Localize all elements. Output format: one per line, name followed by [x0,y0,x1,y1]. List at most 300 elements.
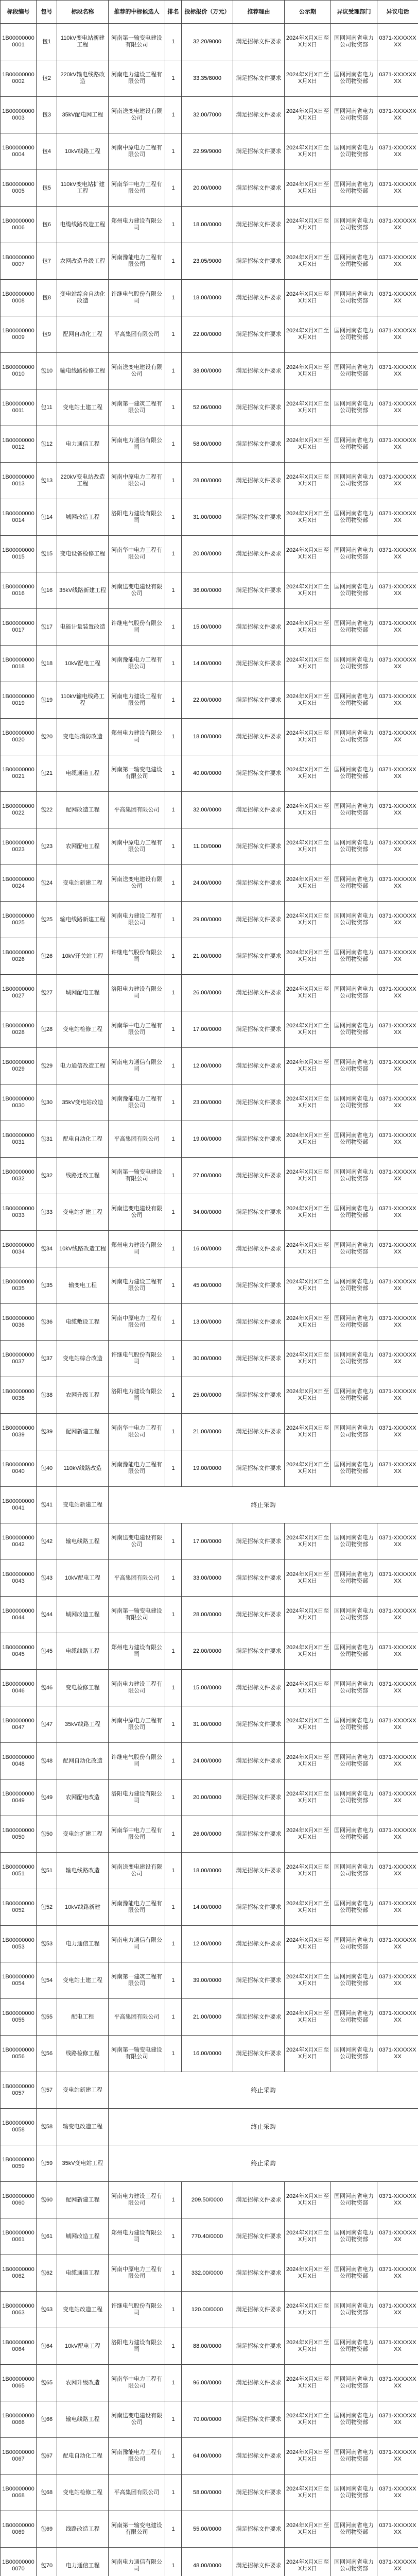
cell-package: 包65 [37,2365,57,2401]
cell-section-code: 1B000000000045 [1,1633,37,1670]
cell-section-code: 1B000000000015 [1,536,37,572]
cell-rank: 1 [165,1999,182,2036]
header-cell: 异议受理部门 [331,1,377,24]
cell-period: 2024年X月X日至X月X日 [285,1743,331,1780]
cell-price: 28.00/0000 [182,463,233,499]
cell-price: 38.00/0000 [182,353,233,389]
cell-price: 21.00/0000 [182,938,233,975]
cell-package: 包36 [37,1304,57,1341]
cell-reason: 满足招标文件要求 [233,755,285,792]
cell-period: 2024年X月X日至X月X日 [285,1048,331,1084]
cell-section-name: 变电站新建工程 [57,865,109,902]
table-body [1,24,418,2576]
cell-period: 2024年X月X日至X月X日 [285,316,331,353]
table-row [1,1121,418,1158]
cell-rank: 1 [165,2292,182,2328]
cell-reason: 满足招标文件要求 [233,243,285,280]
cell-section-name: 电能计量装置改造 [57,609,109,646]
cell-rank: 1 [165,938,182,975]
cell-section-name: 农网升级改造 [57,2365,109,2401]
cell-rank: 1 [165,1560,182,1597]
cell-phone: 0371-XXXXXXXX [377,755,418,792]
cell-period: 2024年X月X日至X月X日 [285,1523,331,1560]
cell-period: 2024年X月X日至X月X日 [285,1450,331,1487]
cell-dept: 国网河南省电力公司物资部 [331,792,377,828]
cell-period: 2024年X月X日至X月X日 [285,2292,331,2328]
cell-candidate: 河南电力通信有限公司 [109,1048,165,1084]
cell-phone: 0371-XXXXXXXX [377,243,418,280]
cell-section-code: 1B000000000041 [1,1487,37,1523]
cell-period: 2024年X月X日至X月X日 [285,1304,331,1341]
cell-period: 2024年X月X日至X月X日 [285,938,331,975]
cell-phone: 0371-XXXXXXXX [377,280,418,316]
cell-candidate: 河南中原电力工程有限公司 [109,1706,165,1743]
cell-reason: 满足招标文件要求 [233,2182,285,2218]
cell-section-name: 10kV配电工程 [57,1560,109,1597]
table-row [1,316,418,353]
cell-section-name: 110kV变电站新建工程 [57,24,109,60]
cell-package: 包25 [37,902,57,938]
table-row [1,2109,418,2145]
cell-reason: 满足招标文件要求 [233,1633,285,1670]
cell-package: 包34 [37,1231,57,1267]
cell-rank: 1 [165,1633,182,1670]
cell-period: 2024年X月X日至X月X日 [285,2036,331,2072]
cell-period: 2024年X月X日至X月X日 [285,2401,331,2438]
cell-candidate: 郑州电力建设有限公司 [109,1231,165,1267]
table-row [1,389,418,426]
cell-section-name: 220kV变电站改造工程 [57,463,109,499]
cell-period: 2024年X月X日至X月X日 [285,1267,331,1304]
table-row [1,755,418,792]
cell-candidate: 河南豫能电力工程有限公司 [109,1889,165,1926]
cell-dept: 国网河南省电力公司物资部 [331,2255,377,2292]
cell-rank: 1 [165,1158,182,1194]
cell-phone: 0371-XXXXXXXX [377,97,418,133]
cell-section-name: 变电站扩建工程 [57,1194,109,1231]
cell-section-code: 1B000000000022 [1,792,37,828]
cell-package: 包7 [37,243,57,280]
cell-section-name: 农网升级工程 [57,1377,109,1414]
cell-dept: 国网河南省电力公司物资部 [331,2438,377,2475]
cell-section-code: 1B000000000025 [1,902,37,938]
cell-section-code: 1B000000000038 [1,1377,37,1414]
cell-phone: 0371-XXXXXXXX [377,2365,418,2401]
cell-phone: 0371-XXXXXXXX [377,207,418,243]
cell-rank: 1 [165,2511,182,2548]
table-row [1,682,418,719]
cell-reason: 满足招标文件要求 [233,1304,285,1341]
table-row [1,499,418,536]
cell-candidate: 许继电气股份有限公司 [109,1341,165,1377]
cell-price: 11.00/0000 [182,828,233,865]
cell-period: 2024年X月X日至X月X日 [285,1560,331,1597]
cell-section-code: 1B000000000024 [1,865,37,902]
cell-package: 包39 [37,1414,57,1450]
cell-price: 17.00/0000 [182,1011,233,1048]
cell-dept: 国网河南省电力公司物资部 [331,1597,377,1633]
cell-rank: 1 [165,1670,182,1706]
cell-candidate: 河南电力建设工程有限公司 [109,2182,165,2218]
cell-reason: 满足招标文件要求 [233,2255,285,2292]
cell-reason: 满足招标文件要求 [233,97,285,133]
cell-dept: 国网河南省电力公司物资部 [331,1962,377,1999]
cell-dept: 国网河南省电力公司物资部 [331,1011,377,1048]
cell-package: 包52 [37,1889,57,1926]
table-row [1,1084,418,1121]
cell-package: 包67 [37,2438,57,2475]
table-row [1,97,418,133]
cell-package: 包20 [37,719,57,755]
cell-dept: 国网河南省电力公司物资部 [331,2511,377,2548]
cell-section-name: 10kV配电工程 [57,646,109,682]
cell-reason: 满足招标文件要求 [233,1962,285,1999]
cell-section-code: 1B000000000050 [1,1816,37,1853]
cell-phone: 0371-XXXXXXXX [377,2475,418,2511]
cell-section-name: 35kV配电网工程 [57,97,109,133]
cell-dept: 国网河南省电力公司物资部 [331,1999,377,2036]
cell-price: 21.00/0000 [182,1999,233,2036]
cell-rank: 1 [165,1267,182,1304]
table-row [1,1194,418,1231]
cell-section-name: 配电工程 [57,1999,109,2036]
cell-section-name: 变电站综合改造 [57,1341,109,1377]
cell-price: 58.00/0000 [182,426,233,463]
cell-reason: 满足招标文件要求 [233,609,285,646]
cell-period: 2024年X月X日至X月X日 [285,865,331,902]
cell-rank: 1 [165,97,182,133]
cell-period: 2024年X月X日至X月X日 [285,1121,331,1158]
cell-section-code: 1B000000000044 [1,1597,37,1633]
cell-candidate: 郑州电力建设有限公司 [109,2218,165,2255]
cell-phone: 0371-XXXXXXXX [377,463,418,499]
cell-phone: 0371-XXXXXXXX [377,1926,418,1962]
cell-dept: 国网河南省电力公司物资部 [331,975,377,1011]
cell-price: 27.00/0000 [182,1158,233,1194]
header-cell: 排名 [165,1,182,24]
cell-period: 2024年X月X日至X月X日 [285,2438,331,2475]
cell-rank: 1 [165,2328,182,2365]
cell-dept: 国网河南省电力公司物资部 [331,243,377,280]
cell-section-code: 1B000000000039 [1,1414,37,1450]
cell-dept: 国网河南省电力公司物资部 [331,1341,377,1377]
cell-phone: 0371-XXXXXXXX [377,1523,418,1560]
cell-price: 20.00/0000 [182,170,233,207]
cell-section-code: 1B000000000032 [1,1158,37,1194]
cell-candidate: 河南送变电建设有限公司 [109,572,165,609]
cell-section-code: 1B000000000005 [1,170,37,207]
cell-section-code: 1B000000000042 [1,1523,37,1560]
cell-period: 2024年X月X日至X月X日 [285,719,331,755]
cell-phone: 0371-XXXXXXXX [377,2292,418,2328]
cell-period: 2024年X月X日至X月X日 [285,609,331,646]
cell-section-name: 变电站消防改造 [57,719,109,755]
cell-package: 包29 [37,1048,57,1084]
cell-period: 2024年X月X日至X月X日 [285,2218,331,2255]
cell-candidate: 平高集团有限公司 [109,316,165,353]
cell-phone: 0371-XXXXXXXX [377,719,418,755]
cell-section-name: 配电自动化工程 [57,2438,109,2475]
cell-package: 包23 [37,828,57,865]
cell-price: 31.00/0000 [182,1706,233,1743]
cell-period: 2024年X月X日至X月X日 [285,1670,331,1706]
cell-package: 包9 [37,316,57,353]
cell-rank: 1 [165,1962,182,1999]
table-row [1,1231,418,1267]
cell-candidate: 许继电气股份有限公司 [109,938,165,975]
cell-package: 包69 [37,2511,57,2548]
table-row [1,975,418,1011]
cell-price: 29.00/0000 [182,902,233,938]
table-row [1,572,418,609]
cell-rank: 1 [165,133,182,170]
table-row [1,1048,418,1084]
cell-reason: 满足招标文件要求 [233,1706,285,1743]
header-cell: 推荐的中标候选人 [109,1,165,24]
cell-rank: 1 [165,1597,182,1633]
cell-rank: 1 [165,1523,182,1560]
cell-reason: 满足招标文件要求 [233,1377,285,1414]
cell-section-code: 1B000000000048 [1,1743,37,1780]
cell-period: 2024年X月X日至X月X日 [285,975,331,1011]
cell-package: 包54 [37,1962,57,1999]
cell-section-code: 1B000000000035 [1,1267,37,1304]
cell-dept: 国网河南省电力公司物资部 [331,2328,377,2365]
cell-phone: 0371-XXXXXXXX [377,1889,418,1926]
cell-rank: 1 [165,1414,182,1450]
table-row [1,1377,418,1414]
cell-rank: 1 [165,499,182,536]
cell-phone: 0371-XXXXXXXX [377,2182,418,2218]
cell-section-name: 输电线路工程 [57,1523,109,1560]
table-row [1,1523,418,1560]
cell-dept: 国网河南省电力公司物资部 [331,2182,377,2218]
cell-phone: 0371-XXXXXXXX [377,2218,418,2255]
cell-candidate: 洛阳电力建设有限公司 [109,1780,165,1816]
cell-package: 包33 [37,1194,57,1231]
table-row [1,792,418,828]
table-row [1,1780,418,1816]
cell-section-name: 35kV线路新建工程 [57,572,109,609]
cell-price: 20.00/0000 [182,536,233,572]
cell-candidate: 河南送变电建设有限公司 [109,353,165,389]
cell-reason: 满足招标文件要求 [233,1999,285,2036]
cell-reason: 满足招标文件要求 [233,2292,285,2328]
cell-terminated-note: 终止采购 [109,1487,418,1523]
cell-package: 包28 [37,1011,57,1048]
cell-package: 包43 [37,1560,57,1597]
cell-section-name: 配网新建工程 [57,2182,109,2218]
cell-dept: 国网河南省电力公司物资部 [331,316,377,353]
cell-section-code: 1B000000000010 [1,353,37,389]
cell-section-name: 线路改造工程 [57,2511,109,2548]
table-row [1,2255,418,2292]
cell-section-code: 1B000000000008 [1,280,37,316]
cell-reason: 满足招标文件要求 [233,2328,285,2365]
cell-package: 包38 [37,1377,57,1414]
cell-section-name: 变电站新建工程 [57,2072,109,2109]
cell-package: 包10 [37,353,57,389]
cell-period: 2024年X月X日至X月X日 [285,2328,331,2365]
cell-rank: 1 [165,572,182,609]
cell-section-code: 1B000000000030 [1,1084,37,1121]
table-row [1,1560,418,1597]
cell-candidate: 洛阳电力建设有限公司 [109,499,165,536]
cell-phone: 0371-XXXXXXXX [377,1597,418,1633]
cell-period: 2024年X月X日至X月X日 [285,60,331,97]
cell-reason: 满足招标文件要求 [233,1597,285,1633]
cell-section-name: 输变电工程 [57,1267,109,1304]
table-row [1,1487,418,1523]
cell-dept: 国网河南省电力公司物资部 [331,1231,377,1267]
cell-reason: 满足招标文件要求 [233,24,285,60]
header-cell: 标段名称 [57,1,109,24]
cell-reason: 满足招标文件要求 [233,2438,285,2475]
cell-section-name: 变电站土建工程 [57,1962,109,1999]
cell-price: 14.00/0000 [182,1889,233,1926]
cell-section-code: 1B000000000046 [1,1670,37,1706]
cell-package: 包22 [37,792,57,828]
cell-price: 70.00/0000 [182,2401,233,2438]
cell-price: 33.35/8000 [182,60,233,97]
cell-section-name: 电力通信工程 [57,2548,109,2576]
cell-dept: 国网河南省电力公司物资部 [331,1377,377,1414]
cell-rank: 1 [165,646,182,682]
cell-rank: 1 [165,1889,182,1926]
cell-dept: 国网河南省电力公司物资部 [331,24,377,60]
cell-price: 19.00/0000 [182,1121,233,1158]
cell-period: 2024年X月X日至X月X日 [285,792,331,828]
cell-price: 15.00/0000 [182,609,233,646]
cell-rank: 1 [165,1048,182,1084]
cell-price: 33.00/0000 [182,1560,233,1597]
cell-section-code: 1B000000000068 [1,2475,37,2511]
cell-phone: 0371-XXXXXXXX [377,389,418,426]
cell-rank: 1 [165,1706,182,1743]
cell-period: 2024年X月X日至X月X日 [285,902,331,938]
cell-candidate: 河南华中电力工程有限公司 [109,1011,165,1048]
cell-section-name: 农网配电工程 [57,828,109,865]
table-row [1,2145,418,2182]
cell-period: 2024年X月X日至X月X日 [285,207,331,243]
cell-section-code: 1B000000000028 [1,1011,37,1048]
cell-dept: 国网河南省电力公司物资部 [331,609,377,646]
cell-candidate: 平高集团有限公司 [109,1560,165,1597]
cell-reason: 满足招标文件要求 [233,902,285,938]
cell-package: 包18 [37,646,57,682]
cell-phone: 0371-XXXXXXXX [377,1377,418,1414]
table-row [1,1414,418,1450]
cell-section-name: 变电站新建工程 [57,1487,109,1523]
table-row [1,133,418,170]
cell-section-name: 电缆线路改造工程 [57,207,109,243]
cell-rank: 1 [165,2255,182,2292]
cell-section-name: 电缆通道工程 [57,755,109,792]
cell-dept: 国网河南省电力公司物资部 [331,1926,377,1962]
cell-price: 25.00/0000 [182,1377,233,1414]
cell-section-name: 35kV线路工程 [57,1706,109,1743]
cell-rank: 1 [165,353,182,389]
cell-rank: 1 [165,316,182,353]
cell-price: 19.00/0000 [182,1450,233,1487]
cell-section-code: 1B000000000052 [1,1889,37,1926]
cell-candidate: 郑州电力建设有限公司 [109,207,165,243]
cell-price: 55.00/0000 [182,2511,233,2548]
cell-rank: 1 [165,1231,182,1267]
cell-period: 2024年X月X日至X月X日 [285,2511,331,2548]
table-row [1,207,418,243]
cell-phone: 0371-XXXXXXXX [377,2511,418,2548]
table-row [1,243,418,280]
cell-phone: 0371-XXXXXXXX [377,1414,418,1450]
cell-price: 32.00/7000 [182,97,233,133]
cell-dept: 国网河南省电力公司物资部 [331,1194,377,1231]
cell-section-code: 1B000000000023 [1,828,37,865]
cell-reason: 满足招标文件要求 [233,316,285,353]
cell-phone: 0371-XXXXXXXX [377,2438,418,2475]
cell-package: 包4 [37,133,57,170]
cell-section-name: 线路迁改工程 [57,1158,109,1194]
cell-reason: 满足招标文件要求 [233,682,285,719]
cell-rank: 1 [165,536,182,572]
cell-price: 22.00/0000 [182,316,233,353]
table-row [1,2182,418,2218]
cell-package: 包44 [37,1597,57,1633]
cell-reason: 满足招标文件要求 [233,60,285,97]
cell-package: 包60 [37,2182,57,2218]
cell-package: 包12 [37,426,57,463]
cell-rank: 1 [165,902,182,938]
cell-period: 2024年X月X日至X月X日 [285,1780,331,1816]
cell-reason: 满足招标文件要求 [233,1560,285,1597]
cell-reason: 满足招标文件要求 [233,1048,285,1084]
cell-reason: 满足招标文件要求 [233,1926,285,1962]
cell-dept: 国网河南省电力公司物资部 [331,1780,377,1816]
cell-rank: 1 [165,1341,182,1377]
cell-rank: 1 [165,609,182,646]
cell-candidate: 平高集团有限公司 [109,1121,165,1158]
cell-candidate: 河南豫能电力工程有限公司 [109,2438,165,2475]
cell-package: 包61 [37,2218,57,2255]
cell-phone: 0371-XXXXXXXX [377,828,418,865]
cell-section-code: 1B000000000006 [1,207,37,243]
cell-section-code: 1B000000000043 [1,1560,37,1597]
cell-rank: 1 [165,1816,182,1853]
cell-dept: 国网河南省电力公司物资部 [331,1523,377,1560]
cell-dept: 国网河南省电力公司物资部 [331,1048,377,1084]
cell-candidate: 河南电力建设工程有限公司 [109,1670,165,1706]
cell-price: 15.00/0000 [182,1670,233,1706]
cell-section-code: 1B000000000037 [1,1341,37,1377]
cell-section-name: 35kV变电站改造 [57,1084,109,1121]
cell-package: 包42 [37,1523,57,1560]
cell-candidate: 河南电力建设工程有限公司 [109,1267,165,1304]
cell-candidate: 郑州电力建设有限公司 [109,1633,165,1670]
cell-section-name: 输电线路检修工程 [57,353,109,389]
cell-rank: 1 [165,426,182,463]
cell-terminated-note: 终止采购 [109,2145,418,2182]
table-row [1,1597,418,1633]
cell-candidate: 河南华中电力工程有限公司 [109,170,165,207]
cell-period: 2024年X月X日至X月X日 [285,1084,331,1121]
cell-price: 34.00/0000 [182,1194,233,1231]
cell-reason: 满足招标文件要求 [233,389,285,426]
cell-candidate: 洛阳电力建设有限公司 [109,1377,165,1414]
table-row [1,2072,418,2109]
cell-candidate: 洛阳电力建设有限公司 [109,2328,165,2365]
cell-section-name: 城网配电工程 [57,975,109,1011]
cell-package: 包21 [37,755,57,792]
